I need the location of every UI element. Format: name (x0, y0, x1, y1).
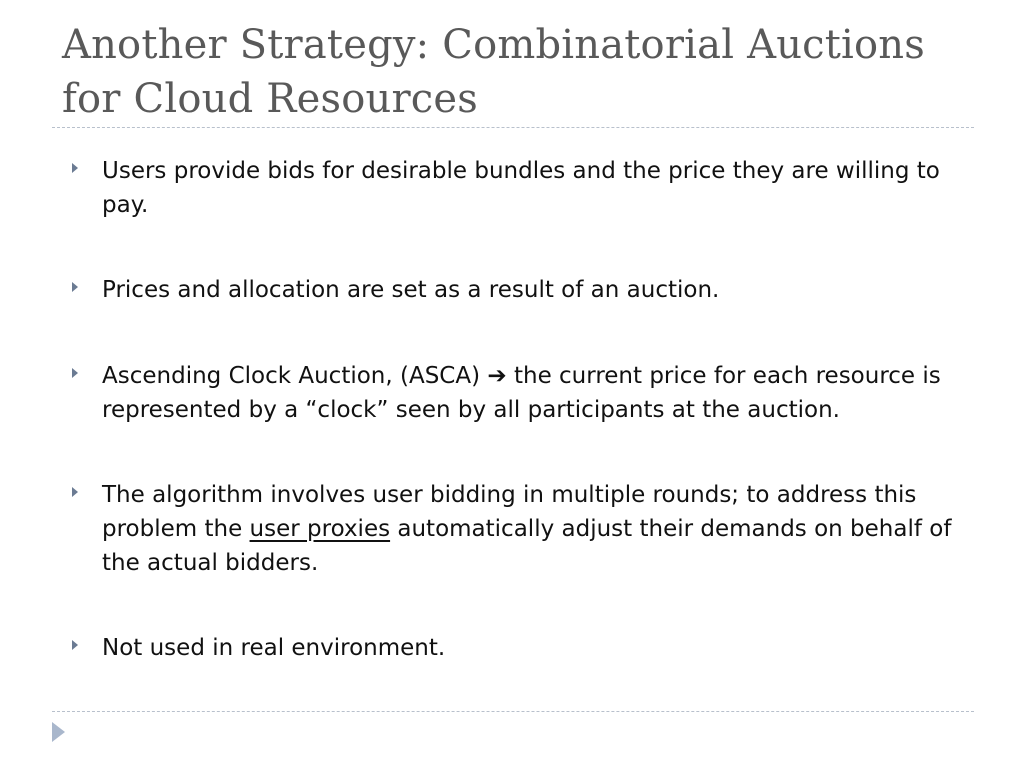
bullet-text: Users provide bids for desirable bundles and the price they are willing to pay. (102, 158, 940, 218)
title-divider (52, 127, 974, 128)
play-triangle-icon[interactable] (52, 722, 65, 742)
bullet-text-part: the current price for each resource is represented by a “clock” seen by all participants at the auction. (102, 363, 941, 423)
bullet-text: Not used in real environment. (102, 635, 446, 661)
bullet-text-part: automatically adjust their demands on behalf of the actual bidders. (102, 516, 952, 576)
triangle-right-icon (72, 640, 78, 650)
triangle-right-icon (72, 163, 78, 173)
triangle-right-icon (72, 282, 78, 292)
triangle-right-icon (72, 368, 78, 378)
bullet-text (102, 359, 962, 427)
bullet-text-part: The algorithm involves user bidding in multiple rounds; to address this problem the (102, 482, 917, 542)
footer-divider (52, 711, 974, 712)
bullet-text (102, 478, 962, 580)
user-proxies-link[interactable]: user proxies (249, 516, 391, 542)
slide-title: Another Strategy: Combinatorial Auctions for Cloud Resources (62, 22, 925, 122)
bullet-text: Prices and allocation are set as a result of an auction. (102, 277, 720, 303)
right-arrow-icon: ➔ (487, 363, 507, 389)
bullet-text-part: Ascending Clock Auction, (ASCA) (102, 363, 488, 389)
triangle-right-icon (72, 487, 78, 497)
